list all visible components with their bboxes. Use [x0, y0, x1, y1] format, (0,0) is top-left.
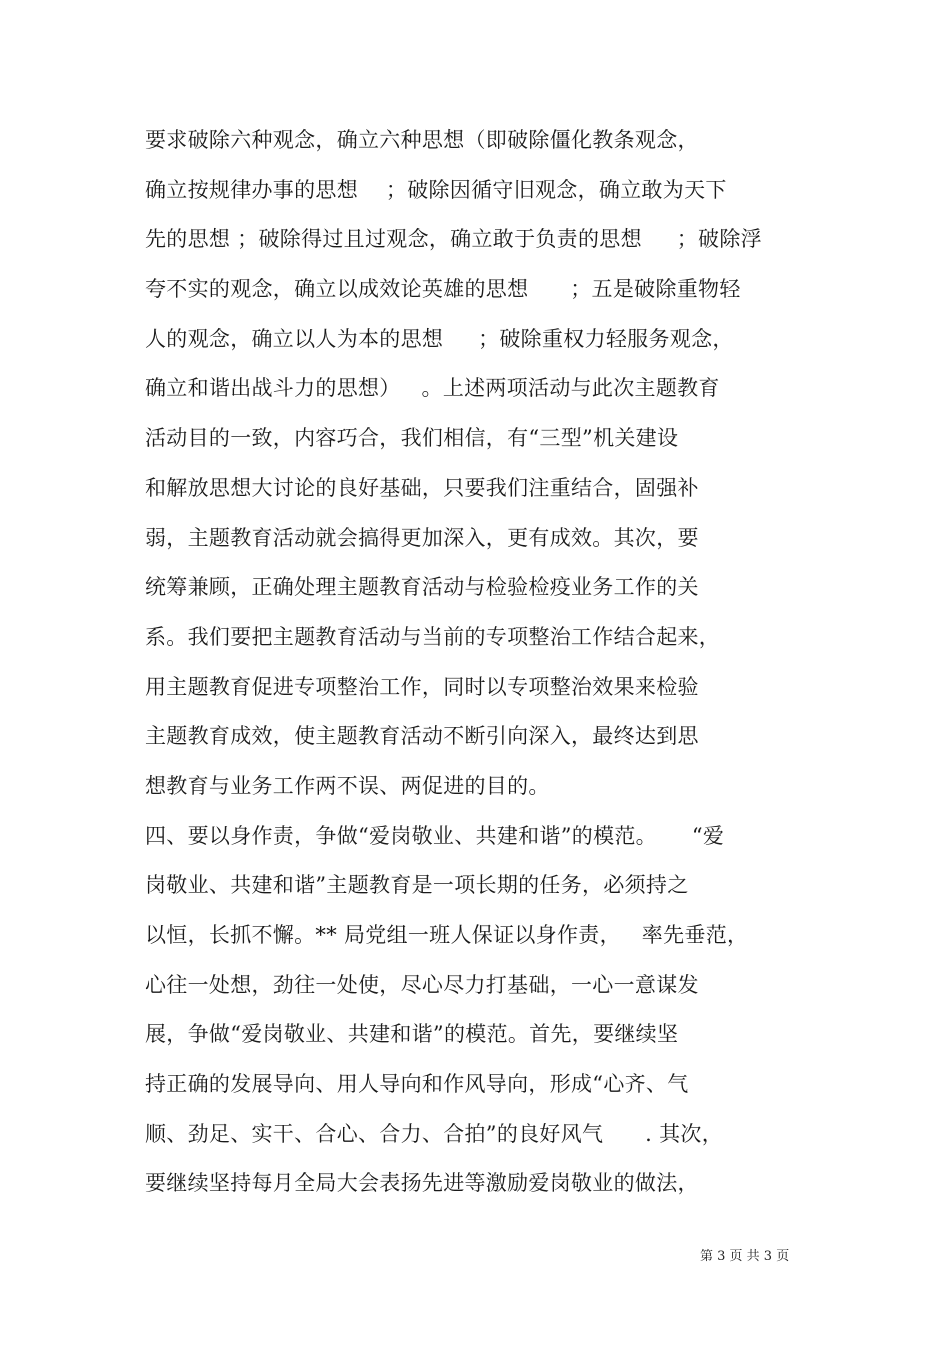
text-line: 岗敬业、共建和谐”主题教育是一项长期的任务，必须持之 [145, 873, 689, 898]
text-line: 持正确的发展导向、用人导向和作风导向，形成“心齐、气 [145, 1072, 689, 1097]
page-number: 第 3 页 共 3 页 [700, 1249, 790, 1264]
text-line: 四、要以身作责，争做“爱岗敬业、共建和谐”的模范。 “爱 [145, 823, 725, 848]
text-line: 确立按规律办事的思想 ；破除因循守旧观念，确立敢为天下 [145, 177, 727, 202]
text-line: 用主题教育促进专项整治工作，同时以专项整治效果来检验 [145, 674, 699, 699]
body-text [145, 120, 825, 1213]
text-line: 展，争做“爱岗敬业、共建和谐”的模范。首先，要继续坚 [145, 1022, 679, 1047]
text-line: 要继续坚持每月全局大会表扬先进等激励爱岗敬业的做法， [145, 1171, 699, 1196]
text-line: 要求破除六种观念，确立六种思想（即破除僵化教条观念， [145, 128, 699, 152]
text-line: 人的观念，确立以人为本的思想 ；破除重权力轻服务观念， [145, 326, 734, 351]
text-line: 夸不实的观念，确立以成效论英雄的思想 ；五是破除重物轻 [145, 277, 741, 302]
text-line: 活动目的一致，内容巧合，我们相信，有“三型”机关建设 [145, 426, 679, 451]
text-line: 想教育与业务工作两不误、两促进的目的。 [145, 773, 550, 798]
text-line: 弱，主题教育活动就会搞得更加深入，更有成效。其次，要 [145, 525, 699, 550]
text-line: 确立和谐出战斗力的思想） 。上述两项活动与此次主题教育 [145, 376, 720, 401]
text-line: 顺、劲足、实干、合心、合力、合拍”的良好风气 . 其次， [145, 1121, 724, 1146]
text-line: 统筹兼顾，正确处理主题教育活动与检验检疫业务工作的关 [145, 575, 699, 600]
text-line: 以恒，长抓不懈。** 局党组一班人保证以身作责， 率先垂范， [145, 923, 749, 947]
text-line: 系。我们要把主题教育活动与当前的专项整治工作结合起来， [145, 624, 721, 649]
text-line: 主题教育成效，使主题教育活动不断引向深入，最终达到思 [145, 724, 699, 749]
text-line: 和解放思想大讨论的良好基础，只要我们注重结合，固强补 [145, 475, 699, 500]
text-line: 心往一处想，劲往一处使，尽心尽力打基础，一心一意谋发 [145, 972, 699, 997]
text-line: 先的思想 ；破除得过且过观念，确立敢于负责的思想 ；破除浮 [145, 227, 762, 252]
